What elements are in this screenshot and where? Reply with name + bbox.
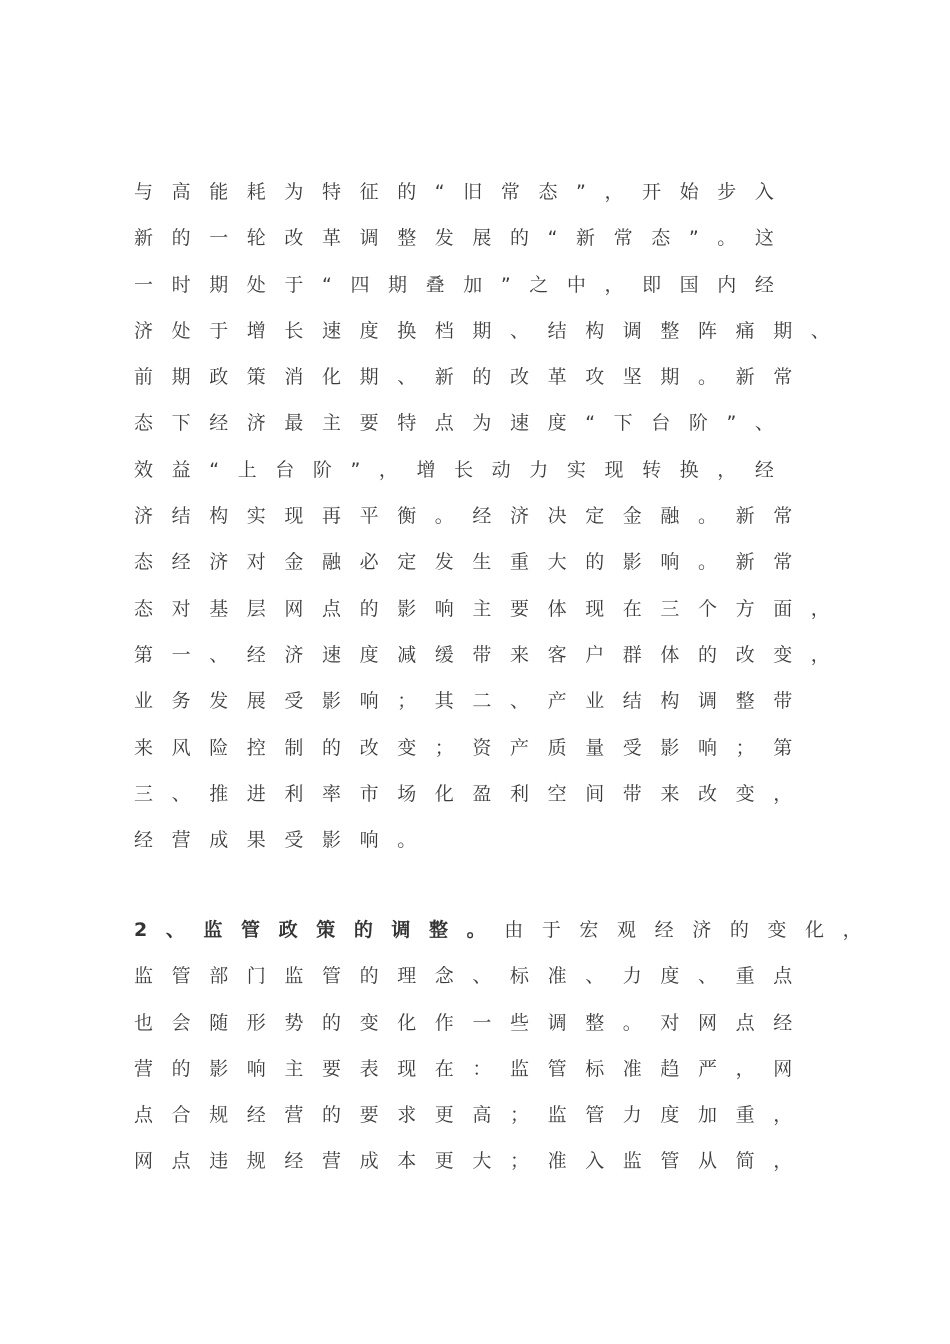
text-line: 经营成果受影响。 — [134, 829, 435, 852]
section-heading: 2、监管政策的调整。 — [134, 919, 505, 941]
text-line: 网点违规经营成本更大；准入监管从简， — [134, 1150, 811, 1173]
text-line: 态下经济最主要特点为速度“下台阶”、 — [134, 412, 793, 435]
text-line: 点合规经营的要求更高；监管力度加重， — [134, 1104, 811, 1127]
paragraph-new-normal — [134, 174, 854, 868]
paragraph-regulatory-policy — [134, 912, 881, 1190]
text-line: 新的一轮改革调整发展的“新常态”。这 — [134, 227, 793, 250]
text-line: 三、推进利率市场化盈利空间带来改变， — [134, 782, 811, 805]
text-line: 监管部门监管的理念、标准、力度、重点 — [134, 965, 811, 988]
text-line: 态对基层网点的影响主要体现在三个方面， — [134, 597, 849, 620]
text-line: 济处于增长速度换档期、结构调整阵痛期、 — [134, 319, 849, 342]
text-line: 济结构实现再平衡。经济决定金融。新常 — [134, 505, 811, 528]
text-line: 前期政策消化期、新的改革攻坚期。新常 — [134, 366, 811, 389]
text-line: 态经济对金融必定发生重大的影响。新常 — [134, 551, 811, 574]
text-line: 效益“上台阶”，增长动力实现转换，经 — [134, 458, 793, 481]
text-line: 与高能耗为特征的“旧常态”，开始步入 — [134, 181, 793, 203]
text-line: 来风险控制的改变；资产质量受影响；第 — [134, 736, 811, 759]
text-line: 一时期处于“四期叠加”之中，即国内经 — [134, 273, 793, 296]
text-line: 也会随形势的变化作一些调整。对网点经 — [134, 1011, 811, 1034]
text-line: 业务发展受影响；其二、产业结构调整带 — [134, 690, 811, 713]
heading-continuation: 由于宏观经济的变化， — [504, 919, 881, 941]
text-line: 营的影响主要表现在：监管标准趋严，网 — [134, 1057, 811, 1080]
text-line: 第一、经济速度减缓带来客户群体的改变， — [134, 643, 849, 666]
text-line-first — [134, 912, 881, 958]
